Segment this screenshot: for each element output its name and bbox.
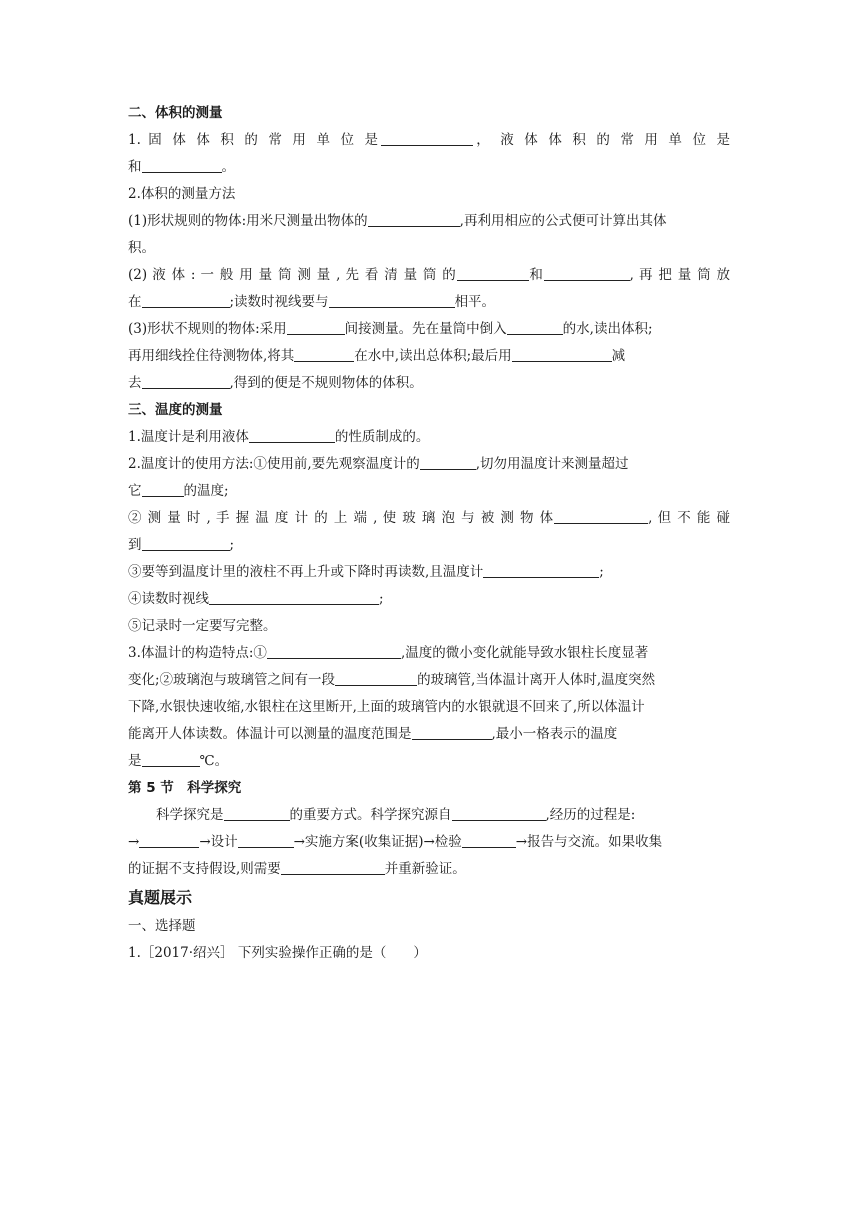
answer-blank[interactable] [209, 589, 379, 605]
temp-2-line-2 [128, 478, 730, 505]
question-1-line [128, 127, 730, 154]
text: 在 [128, 294, 142, 310]
text: ,经历的过程是: [545, 807, 636, 823]
answer-blank[interactable] [420, 454, 476, 470]
method-3-line [128, 316, 730, 343]
answer-blank[interactable] [457, 265, 529, 281]
answer-blank[interactable] [142, 535, 230, 551]
text: →设计 [199, 834, 238, 850]
temp-6-line: ⑤记录时一定要写完整。 [128, 618, 277, 634]
text: 减 [611, 348, 626, 364]
text: 去 [128, 375, 142, 391]
text: ③要等到温度计里的液柱不再上升或下降时再读数,且温度计 [128, 564, 484, 580]
question-2-title: 2.体积的测量方法 [128, 186, 236, 202]
text: 1. 固 体 体 积 的 常 用 单 位 是 [128, 132, 382, 148]
text: 3.体温计的构造特点:① [128, 645, 267, 661]
text: , 再 把 量 筒 放 [629, 267, 730, 283]
answer-blank[interactable] [462, 832, 516, 848]
temp-7-line-2 [128, 667, 730, 694]
document-page [128, 100, 730, 967]
answer-blank[interactable] [142, 751, 200, 767]
answer-blank[interactable] [512, 346, 612, 362]
text: ; [229, 537, 235, 553]
answer-blank[interactable] [142, 373, 230, 389]
text: ; [379, 591, 384, 607]
method-1-line [128, 208, 730, 235]
answer-blank[interactable] [139, 832, 199, 848]
answer-blank[interactable] [281, 859, 385, 875]
text: ,温度的微小变化就能导致水银柱长度显著 [400, 645, 649, 661]
temp-5-line [128, 586, 730, 613]
answer-blank[interactable] [249, 427, 335, 443]
text: (1)形状规则的物体:用米尺测量出物体的 [128, 213, 368, 229]
text: (3)形状不规则的物体:采用 [128, 321, 287, 337]
text: ; [599, 564, 604, 580]
question-1-line-2 [128, 154, 730, 181]
text: 的水,读出体积; [562, 321, 653, 337]
text: 和 [528, 267, 544, 283]
text: 相平。 [454, 294, 496, 310]
text: 的重要方式。科学探究源自 [289, 807, 452, 823]
exam-subheading: 一、选择题 [128, 918, 196, 934]
text: (2) 液 体 : 一 般 用 量 筒 测 量 , 先 看 清 量 筒 的 [128, 267, 457, 283]
text: 1.温度计是利用液体 [128, 429, 249, 445]
answer-blank[interactable] [483, 562, 599, 578]
text: 的证据不支持假设,则需要 [128, 861, 281, 877]
text: →报告与交流。如果收集 [515, 834, 663, 850]
text: 它 [128, 483, 142, 499]
text: ,切勿用温度计来测量超过 [475, 456, 629, 472]
temp-7-line-4 [128, 721, 730, 748]
text: ;读数时视线要与 [229, 294, 329, 310]
exam-question-1: 1.［2017·绍兴］ 下列实验操作正确的是（ ） [128, 945, 427, 961]
text: 能离开人体读数。体温计可以测量的温度范围是 [128, 726, 412, 742]
text: 到 [128, 537, 142, 553]
text: 的性质制成的。 [334, 429, 430, 445]
method-3-line-2 [128, 343, 730, 370]
text: 2.温度计的使用方法:①使用前,要先观察温度计的 [128, 456, 420, 472]
text: →实施方案(收集证据)→检验 [293, 834, 462, 850]
text: 间接测量。先在量筒中倒入 [344, 321, 507, 337]
answer-blank[interactable] [335, 670, 417, 686]
temp-3-line-2 [128, 532, 730, 559]
method-2-line [128, 262, 730, 289]
answer-blank[interactable] [368, 211, 460, 227]
answer-blank[interactable] [544, 265, 630, 281]
answer-blank[interactable] [294, 346, 354, 362]
section-heading-exam: 真题展示 [128, 888, 193, 907]
method-1-line-2: 积。 [128, 240, 155, 256]
text: ④读数时视线 [128, 591, 209, 607]
section-heading-volume: 二、体积的测量 [128, 105, 223, 121]
text: ,最小一格表示的温度 [491, 726, 618, 742]
answer-blank[interactable] [142, 292, 230, 308]
temp-1-line [128, 424, 730, 451]
temp-7-line-5 [128, 748, 730, 775]
section-heading-temperature: 三、温度的测量 [128, 402, 223, 418]
text: 。 [221, 159, 235, 175]
temp-3-line [128, 505, 730, 532]
answer-blank[interactable] [329, 292, 455, 308]
temp-2-line [128, 451, 730, 478]
text: 在水中,读出总体积;最后用 [354, 348, 512, 364]
method-3-line-3 [128, 370, 730, 397]
science-line-3 [128, 856, 730, 883]
answer-blank[interactable] [554, 508, 648, 524]
method-2-line-2 [128, 289, 730, 316]
answer-blank[interactable] [238, 832, 294, 848]
text: 是 [128, 753, 142, 769]
answer-blank[interactable] [267, 643, 401, 659]
answer-blank[interactable] [412, 724, 492, 740]
section-heading-science: 第 5 节 科学探究 [128, 780, 242, 796]
answer-blank[interactable] [381, 130, 473, 146]
text: 和 [128, 159, 142, 175]
text: ℃。 [199, 753, 229, 769]
text: ， 液 体 体 积 的 常 用 单 位 是 [473, 132, 730, 148]
text: → [128, 834, 140, 850]
text: 变化;②玻璃泡与玻璃管之间有一段 [128, 672, 336, 688]
science-line-1 [128, 802, 730, 829]
text: 的玻璃管,当体温计离开人体时,温度突然 [417, 672, 656, 688]
answer-blank[interactable] [452, 805, 546, 821]
answer-blank[interactable] [142, 157, 222, 173]
text: 再用细线拴住待测物体,将其 [128, 348, 295, 364]
text: ,再利用相应的公式便可计算出其体 [459, 213, 667, 229]
temp-4-line [128, 559, 730, 586]
text: , 但 不 能 碰 [648, 510, 730, 526]
answer-blank[interactable] [224, 805, 290, 821]
temp-7-line-3: 下降,水银快速收缩,水银柱在这里断开,上面的玻璃管内的水银就退不回来了,所以体温计 [128, 699, 645, 715]
text: 的温度; [183, 483, 229, 499]
text: 并重新验证。 [384, 861, 466, 877]
text: 科学探究是 [156, 807, 224, 823]
temp-7-line [128, 640, 730, 667]
answer-blank[interactable] [142, 481, 184, 497]
answer-blank[interactable] [507, 319, 563, 335]
text: ② 测 量 时 , 手 握 温 度 计 的 上 端 , 使 玻 璃 泡 与 被 测 物 体 [128, 510, 555, 526]
science-line-2 [128, 829, 730, 856]
answer-blank[interactable] [287, 319, 345, 335]
text: ,得到的便是不规则物体的体积。 [229, 375, 423, 391]
